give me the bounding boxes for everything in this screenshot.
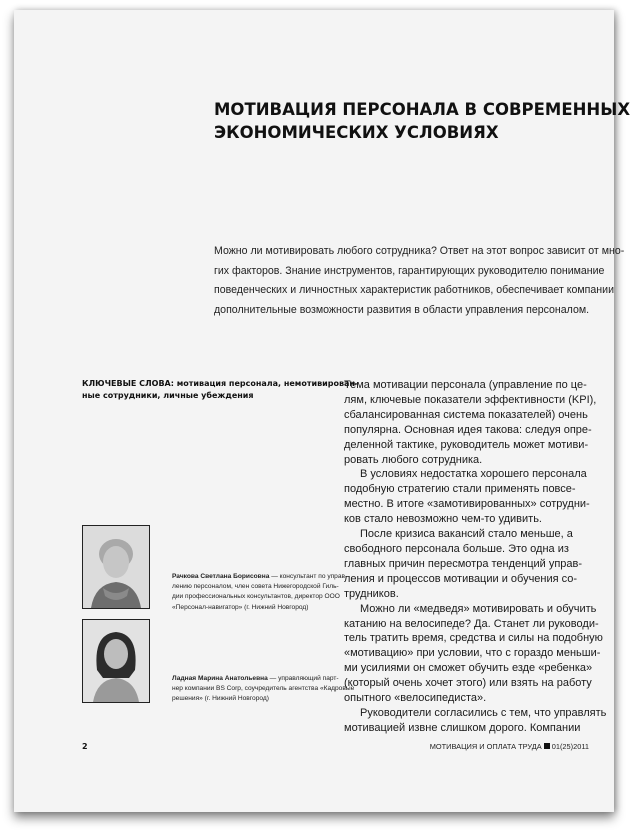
body-line: Тема мотивации персонала (управление по це- [344, 379, 587, 391]
body-line: трудников. [344, 587, 399, 600]
body-line: деленной тактике, руководитель может мотиви- [344, 438, 589, 451]
author-bio-text: лению персоналом, член совета Нижегородской Гиль- [172, 583, 339, 591]
body-line: главных причин пересмотра тенденций управ- [344, 557, 583, 570]
author-bio-text: — управляющий парт- [269, 675, 339, 682]
body-line: тель тратить время, средства и силы на подобную [344, 632, 603, 645]
author-name: Рачкова Светлана Борисовна [172, 573, 270, 580]
body-line: Руководители согласились с тем, что управлять [360, 706, 607, 719]
body-line: «мотивацию» при условии, что с гораздо меньши- [344, 647, 601, 660]
keywords-block [82, 378, 359, 402]
keywords-line: ные сотрудники, личные убеждения [82, 391, 254, 400]
body-line: лям, ключевые показатели эффективности (KPI), [344, 393, 597, 406]
body-line: местно. В итоге «замотивированных» сотрудни- [344, 498, 590, 511]
body-line: ления и процессов мотивации и обучения со- [344, 572, 578, 585]
author-name: Ладная Марина Анатольевна [172, 675, 268, 682]
lead-line: поведенческих и личностных характеристик работников, обеспечивает компании [214, 284, 614, 296]
keywords-line: КЛЮЧЕВЫЕ СЛОВА: мотивация персонала, немотивирован- [82, 379, 359, 388]
body-line: сбалансированная система показателей) очень [344, 408, 588, 421]
body-line: подобную стратегию стали применять повсе- [344, 483, 576, 496]
page-number: 2 [82, 742, 88, 751]
body-line: ков стало невозможно чем-то удивить. [344, 513, 542, 526]
magazine-page [14, 10, 631, 812]
author-photo-ladnaya [82, 619, 150, 703]
magazine-name: МОТИВАЦИЯ И ОПЛАТА ТРУДА [429, 742, 542, 751]
article-lead [214, 242, 625, 320]
body-line: ровать любого сотрудника. [344, 453, 483, 466]
body-line: свободного персонала больше. Это одна из [344, 542, 569, 555]
article-title [214, 98, 631, 144]
title-line-1: МОТИВАЦИЯ ПЕРСОНАЛА В СОВРЕМЕННЫХ [214, 100, 631, 119]
author-bio-ladnaya [172, 674, 355, 705]
body-line: ми усилиями он сможет обучить езде «ребенка» [344, 662, 593, 675]
body-line: популярна. Основная идея такова: следуя опре- [344, 423, 592, 436]
lead-line: Можно ли мотивировать любого сотрудника? Ответ на этот вопрос зависит от мно- [214, 245, 625, 257]
body-line: В условиях недостатка хорошего персонала [360, 468, 587, 481]
body-line: опытного «велосипедиста». [344, 692, 487, 705]
author-bio-text: решения» (г. Нижний Новгород) [172, 695, 269, 703]
issue-number: 01(25)2011 [551, 742, 589, 751]
square-bullet-icon [544, 743, 550, 749]
author-bio-text: «Персонал-навигатор» (г. Нижний Новгород) [172, 603, 309, 611]
author-bio-text: дии профессиональных консультантов, директор ООО [172, 593, 340, 601]
author-photo-rachkova [82, 525, 150, 609]
article-body [344, 378, 607, 736]
author-bio-text: нер компании BS Corp, соучредитель агентства «Кадровые [172, 685, 355, 693]
body-line: (который очень хочет этого) или взять на работу [344, 677, 592, 690]
body-line: катанию на велосипеде? Да. Станет ли руководи- [344, 617, 599, 630]
body-line: После кризиса вакансий стало меньше, а [360, 528, 573, 541]
lead-line: гих факторов. Знание инструментов, гарантирующих руководителю понимание [214, 264, 605, 277]
body-line: мотивацией извне слишком дорого. Компании [344, 721, 581, 734]
title-line-2: ЭКОНОМИЧЕСКИХ УСЛОВИЯХ [214, 123, 499, 142]
lead-line: дополнительные возможности развития в области управления персоналом. [214, 303, 590, 316]
author-bio-text: — консультант по управ- [271, 573, 348, 580]
author-bio-rachkova [172, 572, 352, 613]
body-line: Можно ли «медведя» мотивировать и обучить [360, 602, 597, 615]
running-footer [430, 742, 589, 751]
